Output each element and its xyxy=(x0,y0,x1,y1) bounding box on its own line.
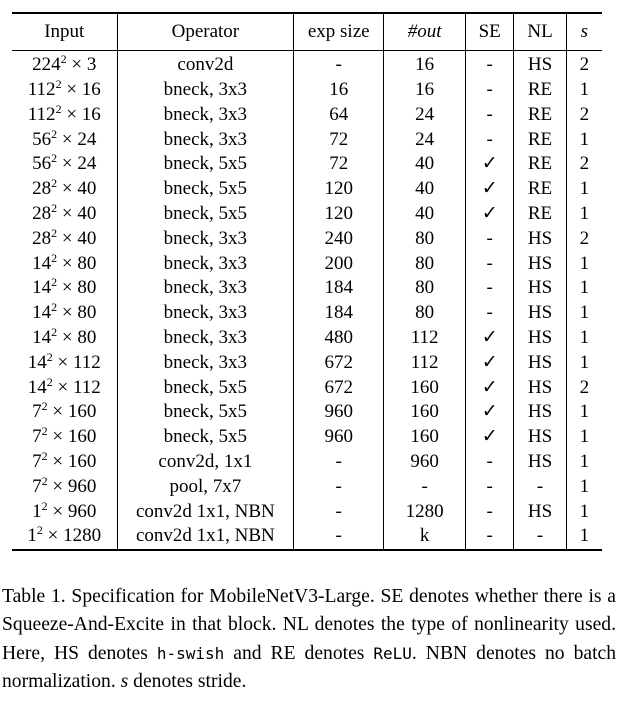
table-row xyxy=(12,276,602,301)
input-base: 56 xyxy=(32,153,52,175)
cell-input xyxy=(12,276,117,301)
cell-operator: bneck, 3x3 xyxy=(117,276,294,301)
cell-stride: 1 xyxy=(579,426,590,448)
input-exponent: 2 xyxy=(36,523,43,538)
cell-exp-size: - xyxy=(294,450,384,475)
cell-se: - xyxy=(465,227,513,252)
table-row xyxy=(12,499,602,524)
cell-operator: bneck, 5x5 xyxy=(117,400,294,425)
table-row xyxy=(12,425,602,450)
header-operator: Operator xyxy=(117,13,294,51)
input-tail: × 24 xyxy=(57,128,97,150)
cell-operator: bneck, 5x5 xyxy=(117,152,294,177)
cell-stride: 1 xyxy=(579,79,590,101)
cell-input xyxy=(12,400,117,425)
cell-stride: 2 xyxy=(579,54,590,76)
cell-out: 24 xyxy=(384,127,466,152)
input-tail: × 160 xyxy=(47,426,97,448)
caption-text-4: denotes stride. xyxy=(128,671,247,693)
cell-stride: 1 xyxy=(579,302,590,324)
cell-operator: conv2d xyxy=(117,51,294,78)
cell-se: - xyxy=(465,127,513,152)
cell-out: 80 xyxy=(384,227,466,252)
table-row xyxy=(12,227,602,252)
input-tail: × 40 xyxy=(57,227,97,249)
cell-exp-size: 960 xyxy=(294,425,384,450)
cell-exp-size: 184 xyxy=(294,276,384,301)
cell-out: 112 xyxy=(384,351,466,376)
cell-input xyxy=(12,78,117,103)
cell-input xyxy=(12,475,117,500)
input-exponent: 2 xyxy=(60,52,67,67)
cell-input xyxy=(12,127,117,152)
caption-hswish: h-swish xyxy=(156,643,225,663)
cell-nl: HS xyxy=(514,400,566,425)
cell-out: 112 xyxy=(384,326,466,351)
cell-se: ✓ xyxy=(465,202,513,227)
cell-input xyxy=(12,351,117,376)
input-base: 1 xyxy=(32,500,42,522)
cell-stride: 1 xyxy=(579,252,590,274)
cell-nl: HS xyxy=(514,425,566,450)
table-row xyxy=(12,103,602,128)
cell-out: 16 xyxy=(384,51,466,78)
cell-se: ✓ xyxy=(465,177,513,202)
cell-out: 960 xyxy=(384,450,466,475)
table-row xyxy=(12,127,602,152)
cell-operator: bneck, 3x3 xyxy=(117,227,294,252)
input-base: 14 xyxy=(27,351,47,373)
cell-input xyxy=(12,202,117,227)
cell-exp-size: 672 xyxy=(294,351,384,376)
cell-nl: HS xyxy=(514,227,566,252)
cell-out: 24 xyxy=(384,103,466,128)
cell-exp-size: 480 xyxy=(294,326,384,351)
input-tail: × 40 xyxy=(57,203,97,225)
input-exponent: 2 xyxy=(46,349,53,364)
input-base: 28 xyxy=(32,227,52,249)
cell-exp-size: 672 xyxy=(294,375,384,400)
cell-input xyxy=(12,450,117,475)
cell-out: 16 xyxy=(384,78,466,103)
cell-out: 160 xyxy=(384,425,466,450)
caption-text-1: Table 1. Specification for MobileNetV3-Large. SE denotes whether there is a Squeeze-And-Excite in that block. NL denotes the type of nonlinearity used. Here, HS denotes xyxy=(2,585,616,664)
table-row xyxy=(12,152,602,177)
cell-se: - xyxy=(465,103,513,128)
input-tail: × 80 xyxy=(57,252,97,274)
input-tail: × 960 xyxy=(47,500,97,522)
cell-stride: 1 xyxy=(579,277,590,299)
cell-nl: HS xyxy=(514,351,566,376)
table-row xyxy=(12,251,602,276)
cell-input xyxy=(12,326,117,351)
cell-out: k xyxy=(384,524,466,550)
cell-stride: 1 xyxy=(579,451,590,472)
cell-nl: RE xyxy=(514,202,566,227)
input-base: 14 xyxy=(27,376,47,398)
cell-exp-size: 240 xyxy=(294,227,384,252)
input-base: 14 xyxy=(32,327,52,349)
cell-stride: 1 xyxy=(579,327,590,349)
cell-se: ✓ xyxy=(465,425,513,450)
cell-exp-size: 16 xyxy=(294,78,384,103)
header-stride: s xyxy=(580,20,589,42)
input-exponent: 2 xyxy=(41,449,48,463)
cell-exp-size: - xyxy=(294,51,384,78)
cell-se: - xyxy=(465,276,513,301)
cell-input xyxy=(12,375,117,400)
cell-exp-size: 72 xyxy=(294,152,384,177)
cell-nl: RE xyxy=(514,103,566,128)
cell-stride: 1 xyxy=(579,525,590,547)
cell-exp-size: 72 xyxy=(294,127,384,152)
cell-out: 40 xyxy=(384,177,466,202)
input-tail: × 960 xyxy=(47,475,97,497)
header-exp-size: exp size xyxy=(294,13,384,51)
cell-se: ✓ xyxy=(465,326,513,351)
cell-nl: - xyxy=(514,524,566,550)
cell-out: - xyxy=(384,475,466,500)
cell-input xyxy=(12,177,117,202)
input-base: 14 xyxy=(32,302,52,324)
cell-operator: bneck, 3x3 xyxy=(117,78,294,103)
cell-se: - xyxy=(465,251,513,276)
cell-se: - xyxy=(465,301,513,326)
cell-input xyxy=(12,152,117,177)
header-nl: NL xyxy=(514,13,566,51)
cell-input xyxy=(12,301,117,326)
cell-input xyxy=(12,251,117,276)
cell-nl: RE xyxy=(514,127,566,152)
cell-stride: 1 xyxy=(579,475,590,497)
cell-input xyxy=(12,499,117,524)
input-exponent: 2 xyxy=(51,201,58,216)
cell-se: - xyxy=(465,51,513,78)
header-input: Input xyxy=(12,13,117,51)
cell-operator: bneck, 3x3 xyxy=(117,127,294,152)
cell-input xyxy=(12,227,117,252)
header-out: #out xyxy=(384,13,466,51)
cell-stride: 1 xyxy=(579,401,590,423)
cell-nl: RE xyxy=(514,78,566,103)
caption-text-2: and RE denotes xyxy=(224,642,374,664)
input-base: 14 xyxy=(32,277,52,299)
input-tail: × 40 xyxy=(57,178,97,200)
cell-nl: HS xyxy=(514,51,566,78)
input-base: 7 xyxy=(32,451,42,472)
cell-nl: RE xyxy=(514,177,566,202)
input-exponent: 2 xyxy=(41,424,48,439)
cell-exp-size: 960 xyxy=(294,400,384,425)
cell-nl: HS xyxy=(514,251,566,276)
input-tail: × 24 xyxy=(57,153,97,175)
input-base: 112 xyxy=(27,103,56,125)
cell-exp-size: 120 xyxy=(294,177,384,202)
cell-nl: - xyxy=(514,475,566,500)
cell-nl: HS xyxy=(514,375,566,400)
input-base: 1 xyxy=(27,525,37,547)
input-tail: × 1280 xyxy=(42,525,102,547)
input-base: 7 xyxy=(32,401,42,423)
input-base: 14 xyxy=(32,252,52,274)
cell-operator: bneck, 3x3 xyxy=(117,103,294,128)
input-tail: × 160 xyxy=(47,451,97,472)
cell-operator: bneck, 3x3 xyxy=(117,351,294,376)
cell-out: 80 xyxy=(384,276,466,301)
cell-stride: 1 xyxy=(579,203,590,225)
cell-exp-size: 120 xyxy=(294,202,384,227)
table-row xyxy=(12,177,602,202)
input-exponent: 2 xyxy=(51,225,58,240)
cell-exp-size: 200 xyxy=(294,251,384,276)
cell-nl: RE xyxy=(514,152,566,177)
input-tail: × 112 xyxy=(52,376,101,398)
cell-stride: 1 xyxy=(579,351,590,373)
cell-nl: HS xyxy=(514,326,566,351)
cell-input xyxy=(12,425,117,450)
cell-exp-size: - xyxy=(294,475,384,500)
cell-stride: 1 xyxy=(579,128,590,150)
table-row xyxy=(12,450,602,475)
input-exponent: 2 xyxy=(51,126,58,141)
input-tail: × 80 xyxy=(57,277,97,299)
input-exponent: 2 xyxy=(46,374,53,389)
input-tail: × 112 xyxy=(52,351,101,373)
input-exponent: 2 xyxy=(55,101,62,116)
cell-input xyxy=(12,51,117,78)
input-exponent: 2 xyxy=(41,498,48,513)
cell-operator: pool, 7x7 xyxy=(117,475,294,500)
cell-out: 40 xyxy=(384,152,466,177)
cell-out: 40 xyxy=(384,202,466,227)
cell-se: ✓ xyxy=(465,152,513,177)
input-base: 56 xyxy=(32,128,52,150)
input-tail: × 16 xyxy=(61,103,101,125)
header-se: SE xyxy=(465,13,513,51)
cell-se: - xyxy=(465,475,513,500)
table-caption xyxy=(2,583,616,697)
cell-se: - xyxy=(465,450,513,475)
table-row xyxy=(12,475,602,500)
table-row xyxy=(12,78,602,103)
header-row xyxy=(12,13,602,51)
input-exponent: 2 xyxy=(51,151,58,166)
table-row xyxy=(12,202,602,227)
cell-out: 80 xyxy=(384,251,466,276)
cell-nl: HS xyxy=(514,499,566,524)
input-exponent: 2 xyxy=(51,300,58,315)
cell-nl: HS xyxy=(514,301,566,326)
table-row xyxy=(12,375,602,400)
cell-operator: bneck, 5x5 xyxy=(117,202,294,227)
cell-exp-size: 184 xyxy=(294,301,384,326)
input-tail: × 16 xyxy=(61,79,101,101)
cell-exp-size: 64 xyxy=(294,103,384,128)
cell-operator: bneck, 3x3 xyxy=(117,326,294,351)
input-base: 7 xyxy=(32,426,42,448)
cell-se: ✓ xyxy=(465,400,513,425)
input-base: 224 xyxy=(32,54,61,76)
cell-stride: 2 xyxy=(579,227,590,249)
input-base: 28 xyxy=(32,178,52,200)
caption-stride-symbol: s xyxy=(120,671,129,693)
cell-operator: bneck, 5x5 xyxy=(117,425,294,450)
cell-se: - xyxy=(465,499,513,524)
cell-input xyxy=(12,103,117,128)
cell-operator: bneck, 3x3 xyxy=(117,251,294,276)
input-exponent: 2 xyxy=(51,325,58,340)
cell-operator: bneck, 3x3 xyxy=(117,301,294,326)
caption-text-3: . NBN denotes no batch normalization. xyxy=(2,642,617,693)
input-exponent: 2 xyxy=(51,275,58,290)
cell-stride: 2 xyxy=(579,103,590,125)
table-row xyxy=(12,400,602,425)
cell-operator: bneck, 5x5 xyxy=(117,177,294,202)
cell-stride: 1 xyxy=(579,500,590,522)
cell-out: 160 xyxy=(384,400,466,425)
input-exponent: 2 xyxy=(51,176,58,191)
table-row xyxy=(12,301,602,326)
input-tail: × 160 xyxy=(47,401,97,423)
cell-out: 160 xyxy=(384,375,466,400)
table-row xyxy=(12,524,602,550)
cell-exp-size: - xyxy=(294,524,384,550)
cell-operator: bneck, 5x5 xyxy=(117,375,294,400)
cell-out: 80 xyxy=(384,301,466,326)
cell-stride: 2 xyxy=(579,153,590,175)
table-row xyxy=(12,351,602,376)
input-tail: × 80 xyxy=(57,327,97,349)
cell-se: ✓ xyxy=(465,351,513,376)
cell-nl: HS xyxy=(514,450,566,475)
cell-se: - xyxy=(465,78,513,103)
table-body xyxy=(12,51,602,550)
cell-input xyxy=(12,524,117,550)
cell-operator: conv2d, 1x1 xyxy=(117,450,294,475)
input-exponent: 2 xyxy=(41,473,48,488)
input-tail: × 3 xyxy=(66,54,97,76)
input-base: 28 xyxy=(32,203,52,225)
table-row xyxy=(12,326,602,351)
input-base: 112 xyxy=(27,79,56,101)
cell-nl: HS xyxy=(514,276,566,301)
cell-operator: conv2d 1x1, NBN xyxy=(117,524,294,550)
input-tail: × 80 xyxy=(57,302,97,324)
spec-table xyxy=(12,12,602,551)
cell-operator: conv2d 1x1, NBN xyxy=(117,499,294,524)
input-base: 7 xyxy=(32,475,42,497)
cell-se: ✓ xyxy=(465,375,513,400)
input-exponent: 2 xyxy=(55,77,62,92)
cell-out: 1280 xyxy=(384,499,466,524)
cell-exp-size: - xyxy=(294,499,384,524)
cell-se: - xyxy=(465,524,513,550)
input-exponent: 2 xyxy=(51,250,58,265)
cell-stride: 2 xyxy=(579,376,590,398)
cell-stride: 1 xyxy=(579,178,590,200)
input-exponent: 2 xyxy=(41,399,48,414)
table-row xyxy=(12,51,602,78)
caption-relu: ReLU xyxy=(373,643,412,663)
